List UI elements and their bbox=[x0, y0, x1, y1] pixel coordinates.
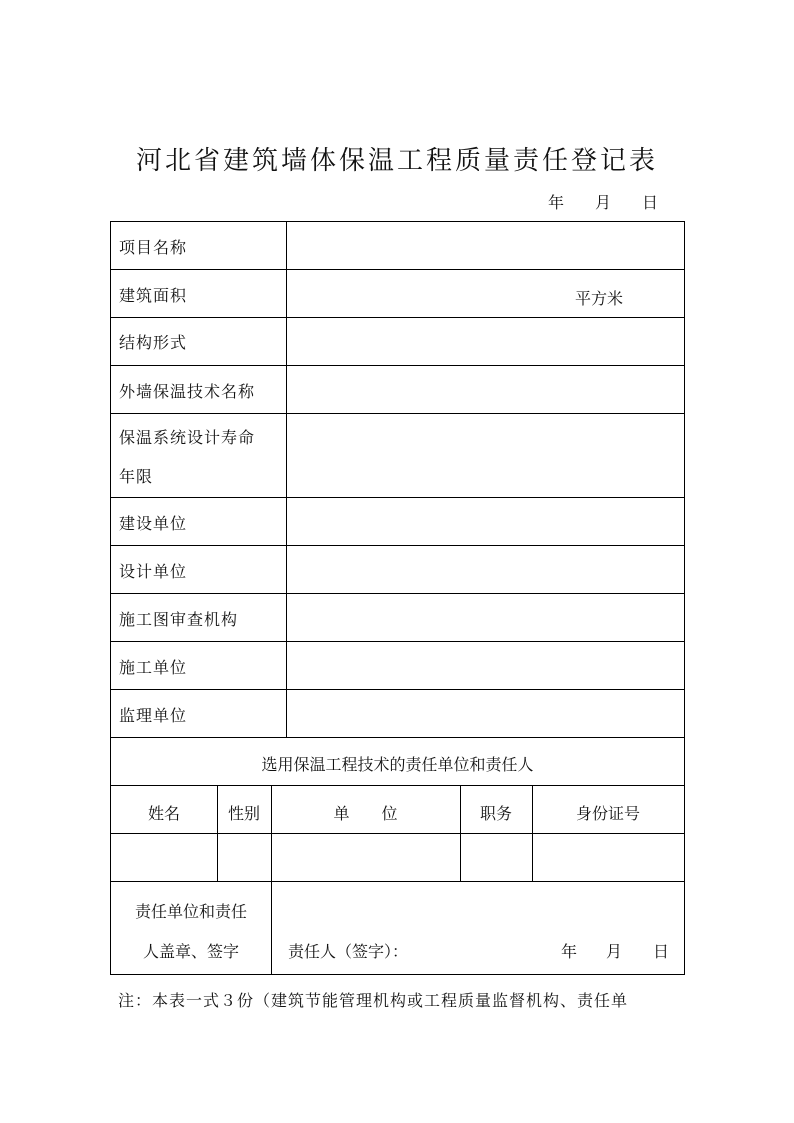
label-design-unit: 设计单位 bbox=[119, 562, 188, 581]
seal-label-line2: 人盖章、签字 bbox=[142, 942, 239, 961]
seal-label-line1: 责任单位和责任 bbox=[134, 902, 247, 921]
row-construction-unit bbox=[111, 498, 684, 546]
date-day: 日 bbox=[641, 193, 658, 212]
area-unit: 平方米 bbox=[575, 289, 624, 308]
row-builder-unit bbox=[111, 642, 684, 690]
input-person-position[interactable] bbox=[461, 834, 532, 881]
row-design-unit bbox=[111, 546, 684, 594]
input-person-id[interactable] bbox=[533, 834, 684, 881]
input-project-name[interactable] bbox=[287, 222, 684, 269]
seal-month: 月 bbox=[606, 942, 623, 961]
label-supervision-unit: 监理单位 bbox=[119, 706, 188, 725]
label-insulation-tech: 外墙保温技术名称 bbox=[119, 382, 256, 401]
label-drawing-review: 施工图审查机构 bbox=[119, 610, 239, 629]
input-insulation-tech[interactable] bbox=[287, 366, 684, 413]
input-drawing-review[interactable] bbox=[287, 594, 684, 641]
label-design-life-line2: 年限 bbox=[119, 467, 154, 486]
seal-day: 日 bbox=[653, 942, 670, 961]
label-project-name: 项目名称 bbox=[119, 238, 188, 257]
input-design-unit[interactable] bbox=[287, 546, 684, 593]
page-title: 河北省建筑墙体保温工程质量责任登记表 bbox=[135, 146, 658, 176]
row-project-name bbox=[111, 222, 684, 270]
col-header-unit: 单 位 bbox=[333, 804, 398, 823]
row-structure-type bbox=[111, 318, 684, 366]
registration-form bbox=[110, 221, 685, 975]
input-builder-unit[interactable] bbox=[287, 642, 684, 689]
date-line bbox=[548, 190, 658, 213]
label-structure-type: 结构形式 bbox=[119, 333, 188, 352]
row-supervision-unit bbox=[111, 690, 684, 738]
seal-year: 年 bbox=[561, 942, 578, 961]
input-design-life[interactable] bbox=[287, 414, 684, 497]
input-supervision-unit[interactable] bbox=[287, 690, 684, 737]
input-structure-type[interactable] bbox=[287, 318, 684, 365]
date-year: 年 bbox=[548, 193, 565, 212]
input-building-area[interactable] bbox=[287, 270, 684, 317]
signer-label: 责任人（签字）： bbox=[288, 942, 409, 961]
input-person-unit[interactable] bbox=[272, 834, 460, 881]
row-insulation-tech bbox=[111, 366, 684, 414]
row-section-header bbox=[111, 738, 684, 786]
section-header: 选用保温工程技术的责任单位和责任人 bbox=[261, 755, 534, 774]
row-seal-signature bbox=[111, 882, 684, 974]
input-person-gender[interactable] bbox=[218, 834, 271, 881]
col-header-gender: 性别 bbox=[227, 804, 260, 823]
input-person-name[interactable] bbox=[111, 834, 217, 881]
col-header-id-number: 身份证号 bbox=[575, 804, 640, 823]
col-header-name: 姓名 bbox=[147, 804, 180, 823]
footnote: 注：本表一式３份（建筑节能管理机构或工程质量监督机构、责任单 bbox=[118, 991, 629, 1010]
date-month: 月 bbox=[594, 193, 611, 212]
label-building-area: 建筑面积 bbox=[119, 286, 188, 305]
input-construction-unit[interactable] bbox=[287, 498, 684, 545]
row-drawing-review bbox=[111, 594, 684, 642]
col-header-position: 职务 bbox=[479, 804, 512, 823]
row-building-area bbox=[111, 270, 684, 318]
label-design-life-line1: 保温系统设计寿命 bbox=[119, 428, 256, 447]
row-column-headers bbox=[111, 786, 684, 834]
row-person-entry bbox=[111, 834, 684, 882]
label-construction-unit: 建设单位 bbox=[119, 514, 188, 533]
label-builder-unit: 施工单位 bbox=[119, 658, 188, 677]
row-design-life bbox=[111, 414, 684, 498]
